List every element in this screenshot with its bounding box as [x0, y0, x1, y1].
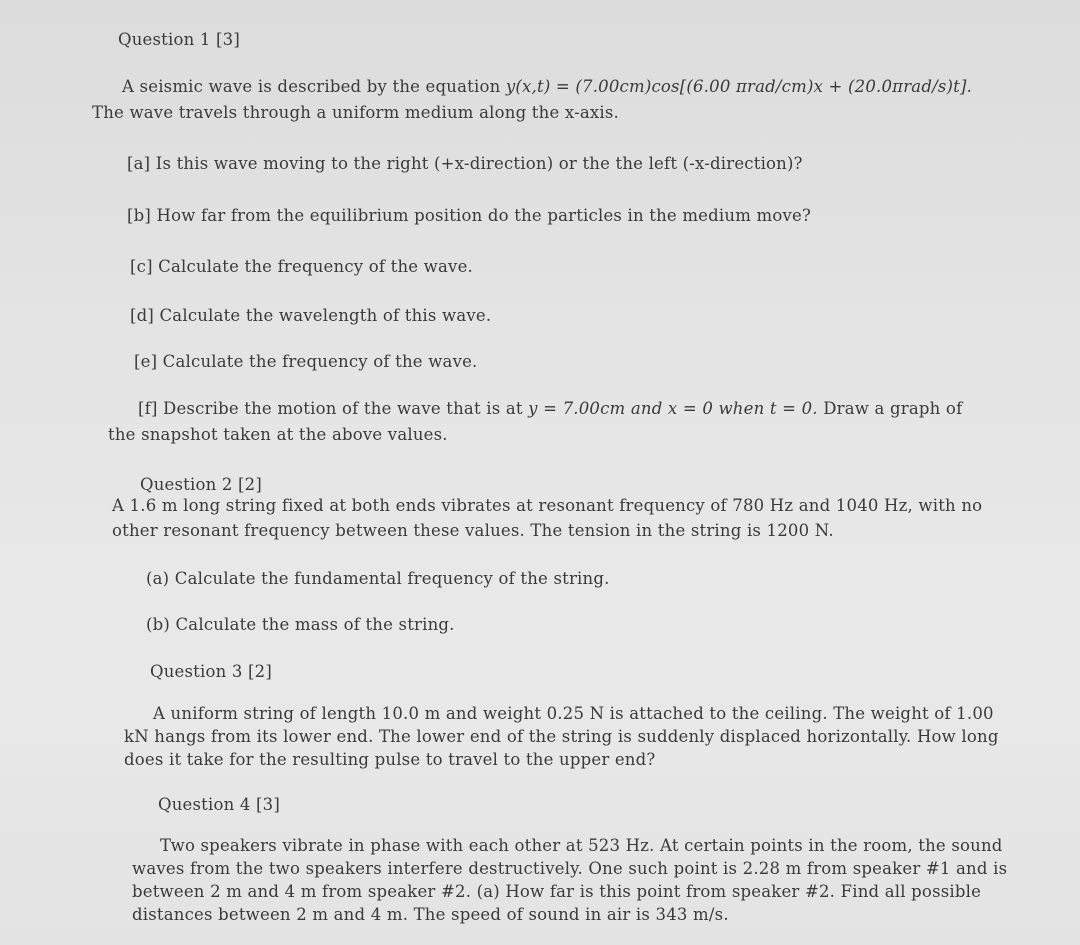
wave-equation: y(x,t) = (7.00cm)cos[(6.00 πrad/cm)x + (20.0πrad/s)t]. — [505, 77, 973, 96]
q1-part-f-text: [f] Describe the motion of the wave that is at — [138, 399, 529, 418]
q3-line3: does it take for the resulting pulse to travel to the upper end? — [124, 750, 656, 769]
q1-part-f-line2: the snapshot taken at the above values. — [108, 425, 448, 444]
q1-part-a: [a] Is this wave moving to the right (+x-direction) or the the left (-x-direction)? — [127, 154, 803, 173]
q3-heading: Question 3 [2] — [150, 662, 273, 681]
q1-intro-text: A seismic wave is described by the equation — [122, 77, 506, 96]
q4-line4: distances between 2 m and 4 m. The speed of sound in air is 343 m/s. — [132, 905, 729, 924]
q3-line1: A uniform string of length 10.0 m and weight 0.25 N is attached to the ceiling. The weight of 1.00 — [153, 704, 994, 723]
q1-intro-line1 — [122, 77, 972, 96]
q1-part-b: [b] How far from the equilibrium position do the particles in the medium move? — [127, 206, 812, 225]
q1-part-c: [c] Calculate the frequency of the wave. — [130, 257, 473, 276]
q1-intro-line2: The wave travels through a uniform medium along the x-axis. — [92, 103, 619, 122]
q2-line1: A 1.6 m long string fixed at both ends vibrates at resonant frequency of 780 Hz and 1040 Hz, with no — [112, 496, 983, 515]
q1-part-d: [d] Calculate the wavelength of this wave. — [130, 306, 492, 325]
q2-part-b: (b) Calculate the mass of the string. — [146, 615, 455, 634]
q2-heading: Question 2 [2] — [140, 475, 263, 494]
q1-heading: Question 1 [3] — [118, 30, 241, 49]
q2-line2: other resonant frequency between these values. The tension in the string is 1200 N. — [112, 521, 834, 540]
q1-part-f-math: y = 7.00cm and x = 0 when t = 0. — [528, 399, 818, 418]
q4-line3: between 2 m and 4 m from speaker #2. (a) How far is this point from speaker #2. Find all possible — [132, 882, 982, 901]
q4-line1: Two speakers vibrate in phase with each other at 523 Hz. At certain points in the room, the sound — [160, 836, 1003, 855]
q4-heading: Question 4 [3] — [158, 795, 281, 814]
q1-part-f-suffix: Draw a graph of — [817, 399, 963, 418]
q1-part-f-line1 — [138, 399, 962, 418]
q4-line2: waves from the two speakers interfere destructively. One such point is 2.28 m from speaker #1 and is — [132, 859, 1008, 878]
q3-line2: kN hangs from its lower end. The lower end of the string is suddenly displaced horizontally. How long — [124, 727, 999, 746]
q2-part-a: (a) Calculate the fundamental frequency of the string. — [146, 569, 610, 588]
q1-part-e: [e] Calculate the frequency of the wave. — [134, 352, 478, 371]
